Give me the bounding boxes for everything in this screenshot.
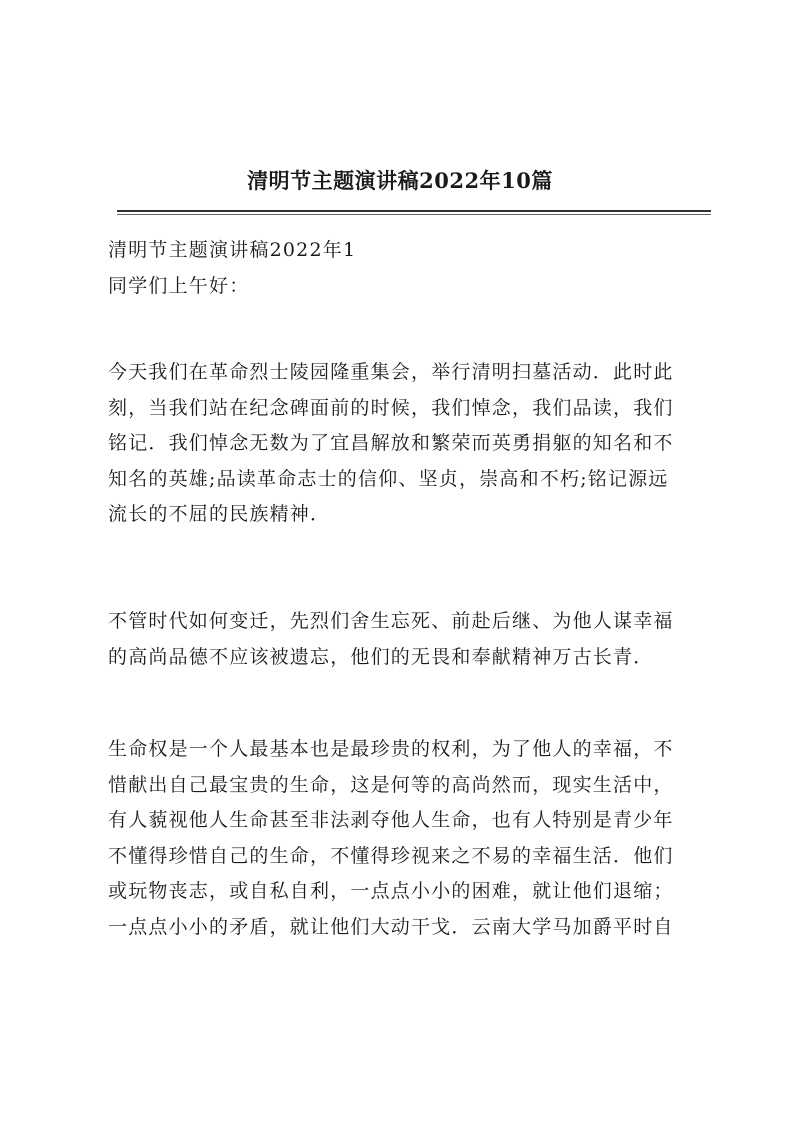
heading-block xyxy=(108,233,711,304)
paragraph-1 xyxy=(108,355,711,533)
paragraph-line: 铭记．我们悼念无数为了宜昌解放和繁荣而英勇捐躯的知名和不 xyxy=(108,432,674,454)
document-title: 清明节主题演讲稿2022年10篇 xyxy=(247,168,553,193)
section-subtitle: 清明节主题演讲稿2022年1 xyxy=(108,239,357,261)
paragraph-line: 惜献出自己最宝贵的生命，这是何等的高尚然而，现实生活中， xyxy=(108,773,674,796)
paragraph-line: 流长的不屈的民族精神． xyxy=(108,503,331,525)
paragraph-line: 的高尚品德不应该被遗忘，他们的无畏和奉献精神万古长青． xyxy=(108,645,654,668)
paragraph-line: 生命权是一个人最基本也是最珍贵的权利，为了他人的幸福，不 xyxy=(108,738,674,760)
paragraph-line: 一点点小小的矛盾，就让他们大动干戈．云南大学马加爵平时自 xyxy=(108,915,674,938)
paragraph-line: 知名的英雄;品读革命志士的信仰、坚贞，崇高和不朽;铭记源远 xyxy=(108,467,669,490)
paragraph-line: 或玩物丧志，或自私自利，一点点小小的困难，就让他们退缩； xyxy=(108,880,674,902)
paragraph-line: 不管时代如何变迁，先烈们舍生忘死、前赴后继、为他人谋幸福 xyxy=(108,610,674,632)
paragraph-3 xyxy=(108,732,711,945)
title-divider-thin xyxy=(117,214,711,215)
paragraph-2 xyxy=(108,604,711,675)
title-divider-thick xyxy=(117,210,711,212)
paragraph-line: 今天我们在革命烈士陵园隆重集会，举行清明扫墓活动．此时此 xyxy=(108,361,674,383)
greeting-line: 同学们上午好： xyxy=(108,274,250,297)
paragraph-line: 不懂得珍惜自己的生命，不懂得珍视来之不易的幸福生活．他们 xyxy=(108,844,674,867)
paragraph-line: 有人藐视他人生命甚至非法剥夺他人生命，也有人特别是青少年 xyxy=(108,809,674,831)
paragraph-line: 刻，当我们站在纪念碑面前的时候，我们悼念，我们品读，我们 xyxy=(108,396,674,419)
